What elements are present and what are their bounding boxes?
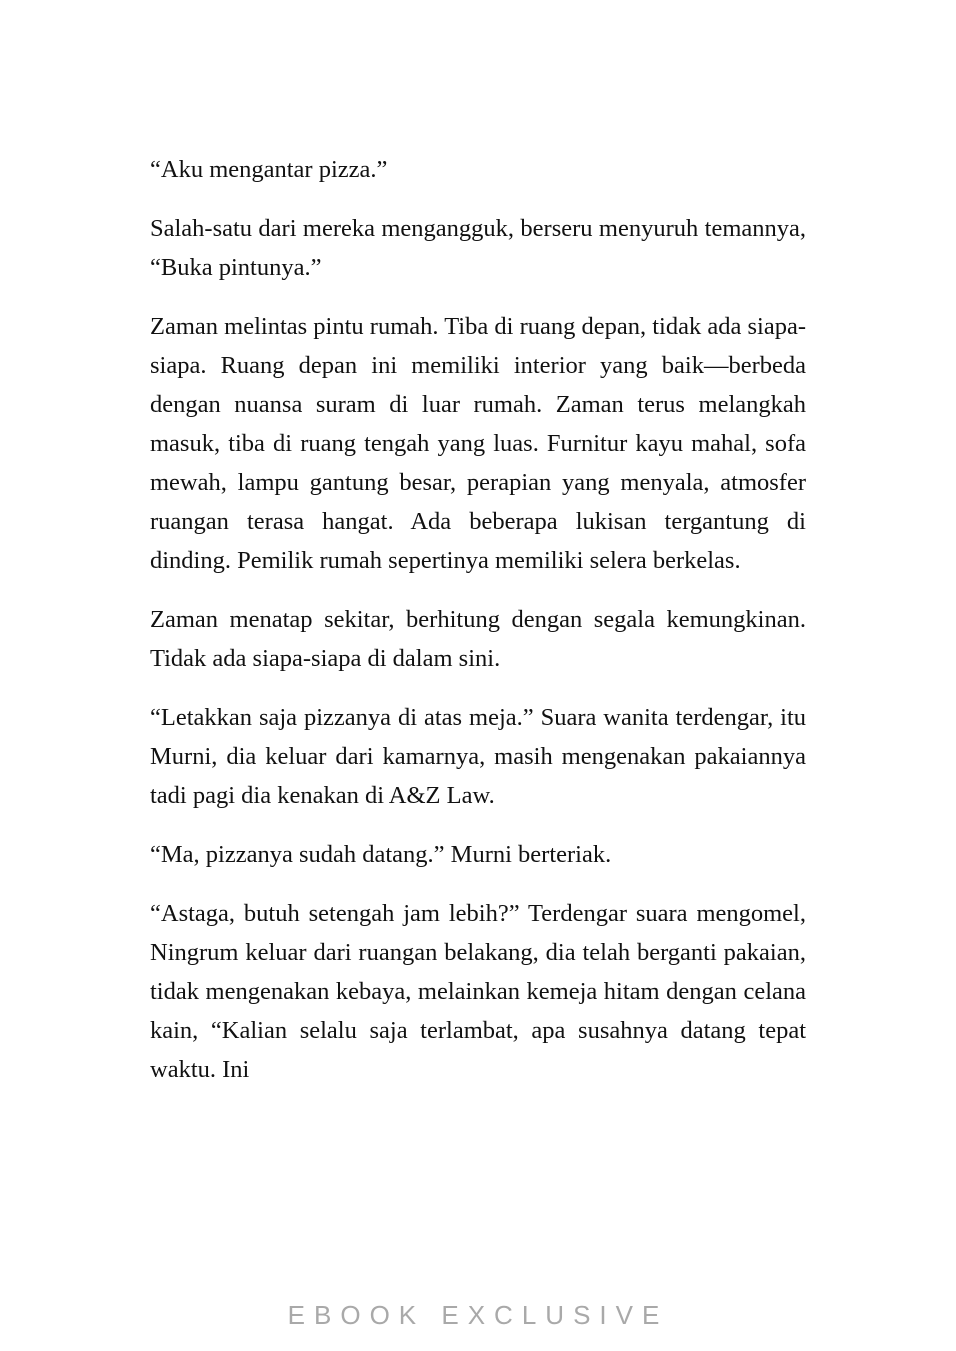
- footer-label: EBOOK EXCLUSIVE: [287, 1300, 669, 1330]
- paragraph: “Aku mengantar pizza.”: [150, 156, 388, 183]
- paragraph: “Ma, pizzanya sudah datang.” Murni berteriak.: [150, 841, 612, 868]
- paragraph: “Astaga, butuh setengah jam lebih?” Terdengar suara mengomel, Ningrum keluar dari ruangan belakang, dia telah berganti pakaian, tidak mengenakan kebaya, melainkan kemeja hitam dengan celana kain, “Kalian selalu saja terlambat, apa susahnya datang tepat waktu. Ini: [150, 900, 806, 1083]
- paragraph: “Letakkan saja pizzanya di atas meja.” Suara wanita terdengar, itu Murni, dia keluar dari kamarnya, masih mengenakan pakaiannya tadi pagi dia kenakan di A&Z Law.: [150, 704, 806, 809]
- paragraph: Zaman melintas pintu rumah. Tiba di ruang depan, tidak ada siapa-siapa. Ruang depan ini memiliki interior yang baik—berbeda dengan nuansa suram di luar rumah. Zaman terus melangkah masuk, tiba di ruang tengah yang luas. Furnitur kayu mahal, sofa mewah, lampu gantung besar, perapian yang menyala, atmosfer ruangan terasa hangat. Ada beberapa lukisan tergantung di dinding. Pemilik rumah sepertinya memiliki selera berkelas.: [150, 313, 806, 574]
- paragraph: Salah-satu dari mereka mengangguk, berseru menyuruh temannya, “Buka pintunya.”: [150, 215, 806, 281]
- page-body: [150, 150, 806, 1109]
- paragraph: Zaman menatap sekitar, berhitung dengan segala kemungkinan. Tidak ada siapa-siapa di dalam sini.: [150, 606, 806, 672]
